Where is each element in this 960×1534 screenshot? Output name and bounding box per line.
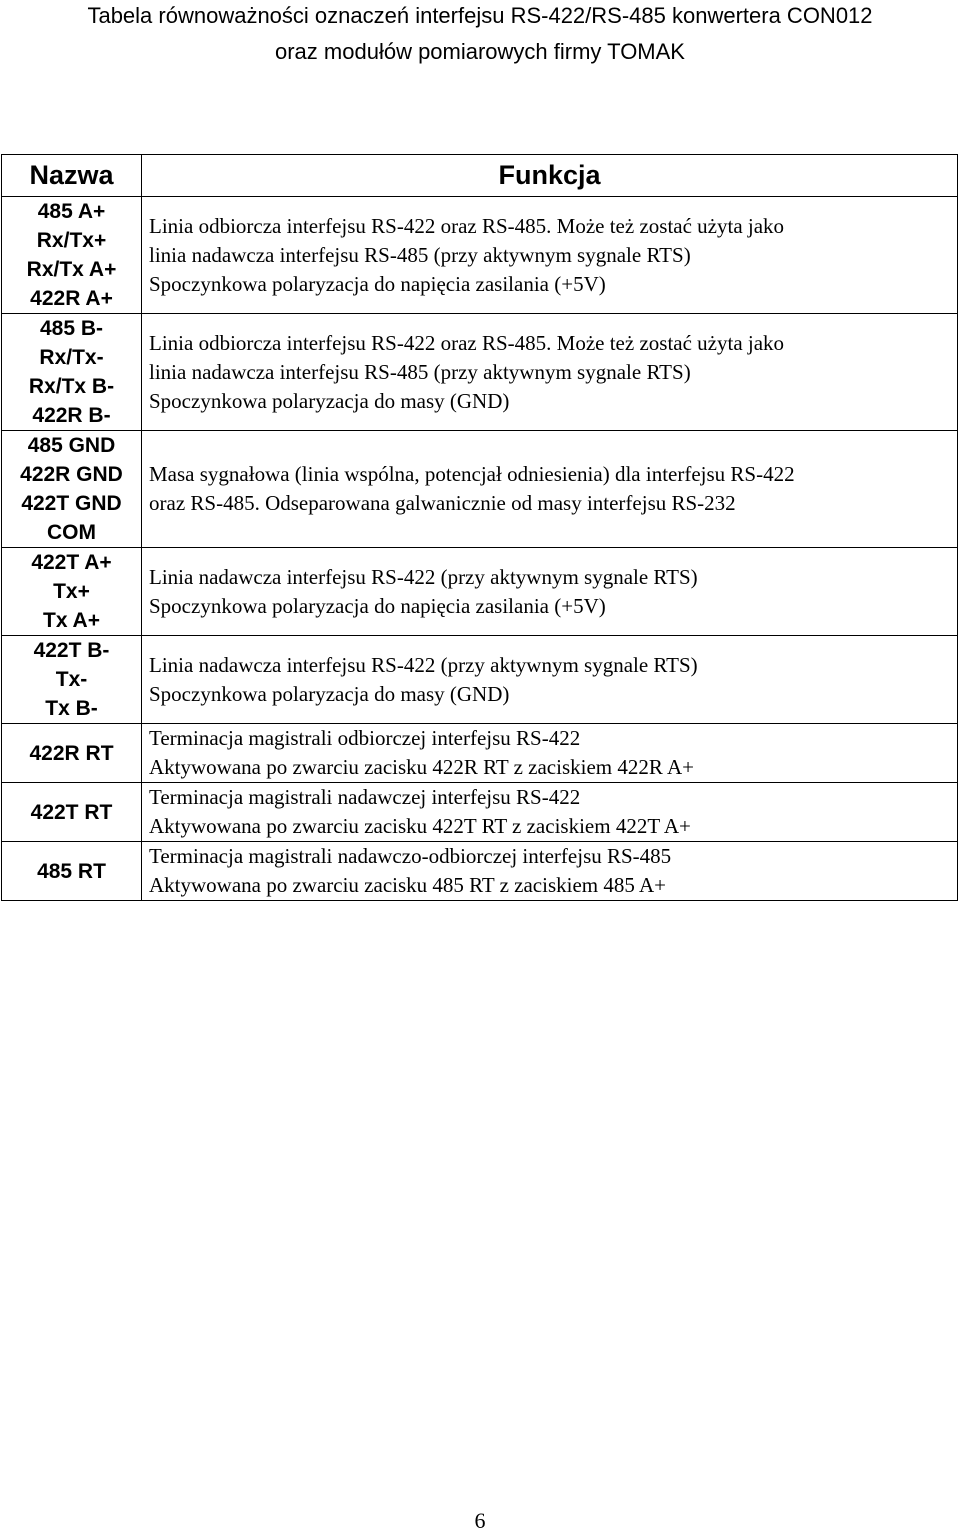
terminal-name: 422R B-: [32, 404, 111, 427]
terminal-name: Rx/Tx+: [36, 229, 107, 252]
function-cell: [142, 636, 958, 724]
document-title-line-2: oraz modułów pomiarowych firmy TOMAK: [275, 39, 685, 64]
terminal-name: 422T B-: [33, 639, 110, 662]
function-text: linia nadawcza interfejsu RS-485 (przy aktywnym sygnale RTS): [149, 242, 691, 267]
terminal-name: 422R RT: [29, 741, 114, 765]
terminal-name: Tx+: [53, 580, 90, 603]
terminal-name: Rx/Tx A+: [26, 258, 117, 281]
table-row: [2, 783, 958, 842]
table-row: [2, 431, 958, 548]
function-text: Terminacja magistrali nadawczej interfejsu RS-422: [149, 785, 581, 809]
terminal-name: Tx B-: [45, 697, 98, 720]
function-cell: [142, 431, 958, 548]
terminal-name: 485 A+: [37, 200, 106, 223]
function-cell: [142, 842, 958, 901]
name-cell: [2, 636, 142, 724]
function-text: Aktywowana po zwarciu zacisku 422R RT z zaciskiem 422R A+: [149, 755, 694, 779]
function-text: Spoczynkowa polaryzacja do napięcia zasilania (+5V): [149, 271, 606, 296]
equivalence-table: [1, 154, 958, 901]
table-body: [2, 197, 958, 901]
function-cell: [142, 783, 958, 842]
name-cell: [2, 548, 142, 636]
name-cell: [2, 314, 142, 431]
terminal-name: 422T RT: [30, 800, 113, 824]
function-text: Linia nadawcza interfejsu RS-422 (przy aktywnym sygnale RTS): [149, 652, 698, 677]
function-text: Spoczynkowa polaryzacja do masy (GND): [149, 681, 510, 706]
table-row: [2, 724, 958, 783]
function-text: linia nadawcza interfejsu RS-485 (przy aktywnym sygnale RTS): [149, 359, 691, 384]
terminal-name: Tx-: [55, 668, 88, 691]
name-cell: [2, 197, 142, 314]
name-cell: [2, 431, 142, 548]
function-text: Linia odbiorcza interfejsu RS-422 oraz RS-485. Może też zostać użyta jako: [149, 330, 785, 355]
terminal-name: 485 GND: [27, 434, 116, 457]
name-cell: [2, 842, 142, 901]
table-row: [2, 842, 958, 901]
function-text: oraz RS-485. Odseparowana galwanicznie od masy interfejsu RS-232: [149, 491, 736, 515]
header-name: Nazwa: [2, 155, 142, 197]
table-row: [2, 548, 958, 636]
terminal-name: Tx A+: [43, 609, 100, 632]
header-function: Funkcja: [142, 155, 958, 197]
terminal-name: 422T A+: [31, 551, 112, 574]
table-row: [2, 636, 958, 724]
function-text: Masa sygnałowa (linia wspólna, potencjał odniesienia) dla interfejsu RS-422: [149, 462, 795, 486]
function-text: Terminacja magistrali nadawczo-odbiorczej interfejsu RS-485: [149, 844, 672, 868]
function-text: Linia odbiorcza interfejsu RS-422 oraz RS-485. Może też zostać użyta jako: [149, 213, 785, 238]
table-header-row: [2, 155, 958, 197]
terminal-name: Rx/Tx-: [39, 346, 104, 369]
function-text: Spoczynkowa polaryzacja do napięcia zasilania (+5V): [149, 593, 606, 618]
terminal-name: 422R A+: [30, 287, 113, 310]
document-title-line-1: Tabela równoważności oznaczeń interfejsu RS-422/RS-485 konwertera CON012: [87, 3, 873, 28]
table-row: [2, 197, 958, 314]
name-cell: [2, 724, 142, 783]
terminal-name: 485 RT: [37, 859, 106, 883]
name-cell: [2, 783, 142, 842]
function-cell: [142, 197, 958, 314]
terminal-name: Rx/Tx B-: [28, 375, 115, 398]
function-cell: [142, 724, 958, 783]
terminal-name: COM: [47, 521, 96, 544]
function-cell: [142, 314, 958, 431]
function-cell: [142, 548, 958, 636]
terminal-name: 422T GND: [21, 492, 122, 515]
function-text: Aktywowana po zwarciu zacisku 422T RT z zaciskiem 422T A+: [149, 814, 691, 838]
terminal-name: 485 B-: [39, 317, 104, 340]
function-text: Spoczynkowa polaryzacja do masy (GND): [149, 388, 510, 413]
page-number: 6: [474, 1508, 486, 1533]
function-text: Linia nadawcza interfejsu RS-422 (przy aktywnym sygnale RTS): [149, 564, 698, 589]
table-row: [2, 314, 958, 431]
terminal-name: 422R GND: [20, 463, 123, 486]
function-text: Terminacja magistrali odbiorczej interfejsu RS-422: [149, 726, 581, 750]
function-text: Aktywowana po zwarciu zacisku 485 RT z zaciskiem 485 A+: [149, 873, 666, 897]
